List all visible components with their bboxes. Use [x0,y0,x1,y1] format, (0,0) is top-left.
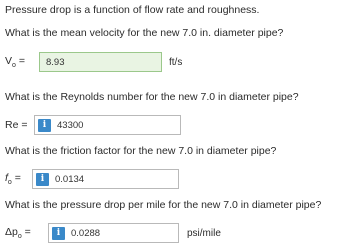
friction-value: 0.0134 [55,173,85,185]
friction-row [5,168,21,190]
info-icon[interactable]: i [52,227,65,240]
velocity-label: $V_o$ = [5,54,25,70]
reynolds-label: Re = [5,119,28,131]
velocity-unit: ft/s [169,57,183,68]
friction-input[interactable] [32,169,179,189]
reynolds-input[interactable] [34,115,181,135]
intro-text: Pressure drop is a function of flow rate and roughness. [5,4,260,16]
info-icon[interactable]: i [38,119,51,132]
question-pressure-drop: What is the pressure drop per mile for the new 7.0 in diameter pipe? [5,199,322,211]
question-velocity: What is the mean velocity for the new 7.0 in. diameter pipe? [5,27,284,39]
reynolds-value: 43300 [57,119,84,131]
pressure-drop-value: 0.0288 [71,227,101,239]
question-friction: What is the friction factor for the new 7.0 in diameter pipe? [5,145,277,157]
info-icon[interactable]: i [36,173,49,186]
reynolds-row [5,114,27,136]
velocity-row [5,51,25,73]
question-reynolds: What is the Reynolds number for the new 7.0 in diameter pipe? [5,91,299,103]
velocity-input[interactable] [39,52,162,72]
friction-label: $f_o$ = [5,171,21,187]
pressure-drop-row [5,222,31,244]
pressure-drop-unit: psi/mile [187,228,221,239]
velocity-value: 8.93 [46,56,65,68]
pressure-drop-label: $\Delta p_o$ = [5,225,31,241]
pressure-drop-input[interactable] [48,223,179,243]
